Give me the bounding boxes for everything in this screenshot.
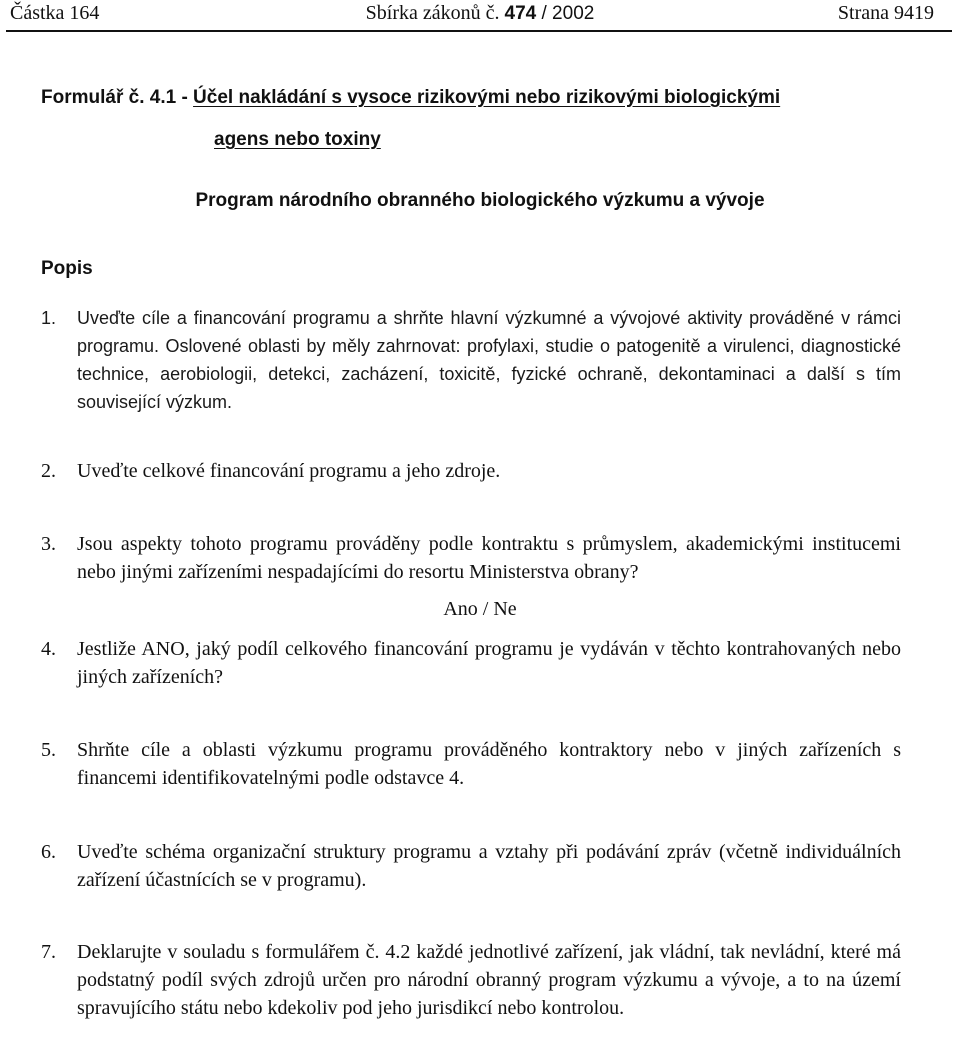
header-part: Částka 164: [10, 2, 100, 24]
program-title: Program národního obranného biologického výzkumu a vývoje: [195, 190, 765, 211]
form-title-continuation: [214, 129, 381, 151]
list-item: [41, 304, 901, 416]
list-item: [41, 635, 901, 691]
header-collection: [6, 2, 954, 25]
header-collection-number: 474: [504, 3, 537, 24]
item-number: 6.: [41, 841, 56, 863]
list-item: [41, 530, 901, 586]
item-text: Uveďte cíle a financování programu a shrňte hlavní výzkumné a vývojové aktivity prováděné v rámci programu. Oslovené oblasti by měly zahrnovat: profylaxi, studie o patogenitě a virulenci, diagnostické technice, aerobiologii, detekci, zacházení, toxicitě, fyzické ochraně, dekontaminaci a další s tím související výzkum.: [77, 308, 901, 412]
page-header: [6, 0, 954, 28]
list-item: [41, 457, 901, 485]
item-number: 2.: [41, 460, 56, 482]
answer-options: Ano / Ne: [443, 598, 517, 620]
item-text: Uveďte celkové financování programu a jeho zdroje.: [77, 460, 501, 482]
item-text: Shrňte cíle a oblasti výzkumu programu prováděného kontraktory nebo v jiných zařízeních s financemi identifikovatelnými podle odstavce 4.: [77, 739, 901, 789]
header-collection-prefix: Sbírka zákonů č.: [365, 2, 505, 24]
form-prefix: Formulář č. 4.1 -: [41, 87, 194, 108]
form-title-line1: Účel nakládání s vysoce rizikovými nebo rizikovými biologickými: [193, 87, 781, 108]
item-text: Uveďte schéma organizační struktury programu a vztahy při podávání zpráv (včetně individuálních zařízení účastnících se v programu).: [77, 841, 901, 891]
header-page-number: Strana 9419: [837, 2, 934, 24]
item-number: 7.: [41, 941, 56, 963]
form-title: [41, 87, 780, 109]
item-number: 4.: [41, 638, 56, 660]
section-label: Popis: [41, 258, 93, 279]
item-text: Jsou aspekty tohoto programu prováděny podle kontraktu s průmyslem, akademickými institucemi nebo jinými zařízeními nespadajícími do resortu Ministerstva obrany?: [77, 533, 901, 583]
item-text: Jestliže ANO, jaký podíl celkového financování programu je vydáván v těchto kontrahovaných nebo jiných zařízeních?: [77, 638, 901, 688]
list-item: [41, 938, 901, 1022]
header-rule: [6, 30, 952, 32]
form-title-line2: agens nebo toxiny: [214, 129, 381, 150]
list-item: [41, 838, 901, 894]
item-number: 1.: [41, 308, 57, 328]
item-number: 5.: [41, 739, 56, 761]
list-item: [41, 736, 901, 792]
item-text: Deklarujte v souladu s formulářem č. 4.2 každé jednotlivé zařízení, jak vládní, tak nevládní, které má podstatný podíl svých zdrojů určen pro národní obranný program výzkumu a vývoje, a to na území spravujícího státu nebo kdekoliv pod jeho jurisdikcí nebo kontrolou.: [77, 941, 901, 1019]
header-collection-year: / 2002: [536, 3, 595, 24]
item-number: 3.: [41, 533, 56, 555]
